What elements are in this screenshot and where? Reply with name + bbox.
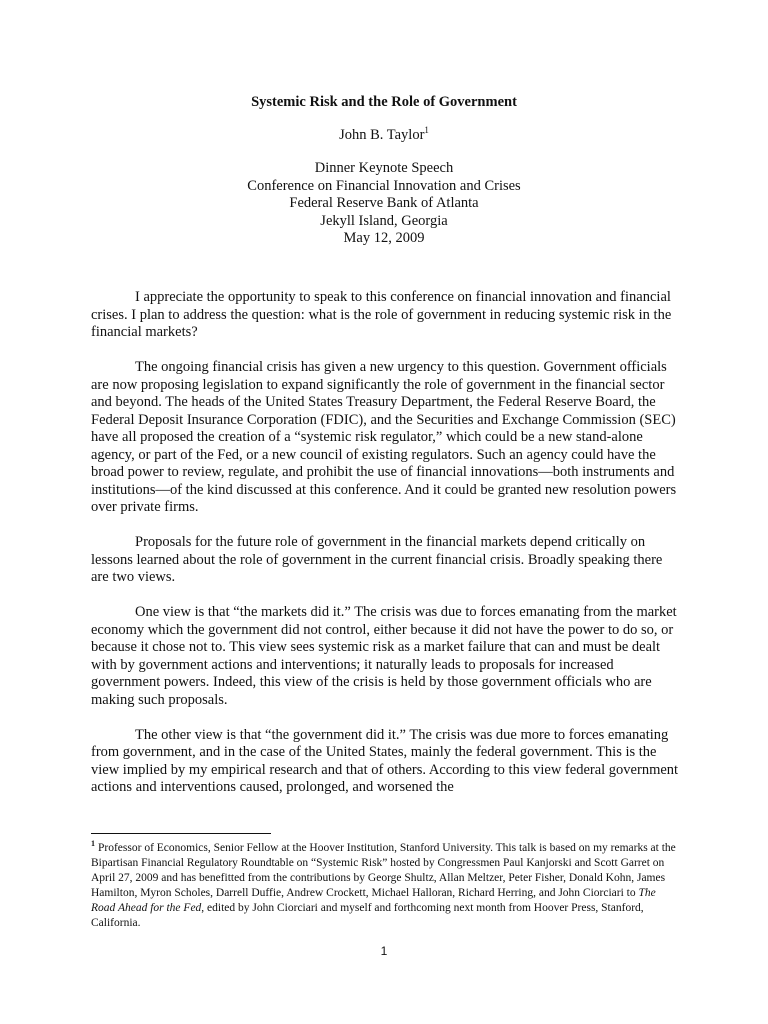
body-text [91, 289, 679, 814]
venue-block [0, 160, 768, 248]
page-number: 1 [380, 944, 388, 958]
venue-line: Jekyll Island, Georgia [320, 212, 448, 229]
footnote-text-end: , edited by John Ciorciari and myself and forthcoming next month from Hoover Press, Stanford, California. [91, 902, 644, 929]
paragraph: I appreciate the opportunity to speak to this conference on financial innovation and financial crises. I plan to address the question: what is the role of government in reducing systemic risk in the financial markets? [91, 289, 672, 340]
footnote-marker: 1 [91, 839, 95, 849]
footnote-divider [91, 833, 271, 834]
author-footnote-marker[interactable]: 1 [424, 125, 429, 136]
title-block [0, 93, 768, 248]
paragraph: Proposals for the future role of government in the financial markets depend critically on lessons learned about the role of government in the current financial crisis. Broadly speaking there are two views. [91, 534, 663, 585]
footnote-book-title: The Road Ahead for the Fed [91, 887, 656, 914]
footnote [91, 841, 679, 931]
author-line [0, 126, 768, 144]
paragraph: One view is that “the markets did it.” The crisis was due to forces emanating from the market economy which the government did not control, either because it did not have the power to do so, or because it chose not to. This view sees systemic risk as a market failure that can and must be dealt with by government actions and interventions; it naturally leads to proposals for increased government powers. Indeed, this view of the crisis is held by those government officials who are making such proposals. [91, 604, 677, 708]
venue-line: Federal Reserve Bank of Atlanta [289, 195, 479, 211]
paragraph: The other view is that “the government did it.” The crisis was due more to forces emanating from government, and in the case of the United States, mainly the federal government. This is the view implied by my empirical research and that of others. According to this view federal government actions and interventions caused, prolonged, and worsened the [91, 726, 679, 795]
paragraph: The ongoing financial crisis has given a new urgency to this question. Government officials are now proposing legislation to expand significantly the role of government in the financial sector and beyond. The heads of the United States Treasury Department, the Federal Reserve Board, the Federal Deposit Insurance Corporation (FDIC), and the Securities and Exchange Commission (SEC) have all proposed the creation of a “systemic risk regulator,” which could be a new stand-alone agency, or part of the Fed, or a new council of existing regulators. Such an agency could have the broad power to review, regulate, and prohibit the use of financial innovations—both instruments and institutions—of the kind discussed at this conference. And it could be granted new resolution powers over private firms. [91, 359, 677, 515]
venue-line: Dinner Keynote Speech [314, 160, 454, 176]
footnote-text: Professor of Economics, Senior Fellow at the Hoover Institution, Stanford University. This talk is based on my remarks at the Bipartisan Financial Regulatory Roundtable on “Systemic Risk” hosted by Congressmen Paul Kanjorski and Scott Garret on April 27, 2009 and has benefitted from the contributions by George Shultz, Allan Meltzer, Peter Fisher, Donald Kohn, James Hamilton, Myron Scholes, Darrell Duffie, Andrew Crockett, Michael Halloran, Richard Herring, and John Ciorciari to [91, 842, 676, 899]
document-title: Systemic Risk and the Role of Government [251, 94, 517, 110]
venue-line: May 12, 2009 [343, 230, 425, 246]
author-name: John B. Taylor [339, 127, 425, 143]
venue-line: Conference on Financial Innovation and Crises [247, 177, 521, 194]
